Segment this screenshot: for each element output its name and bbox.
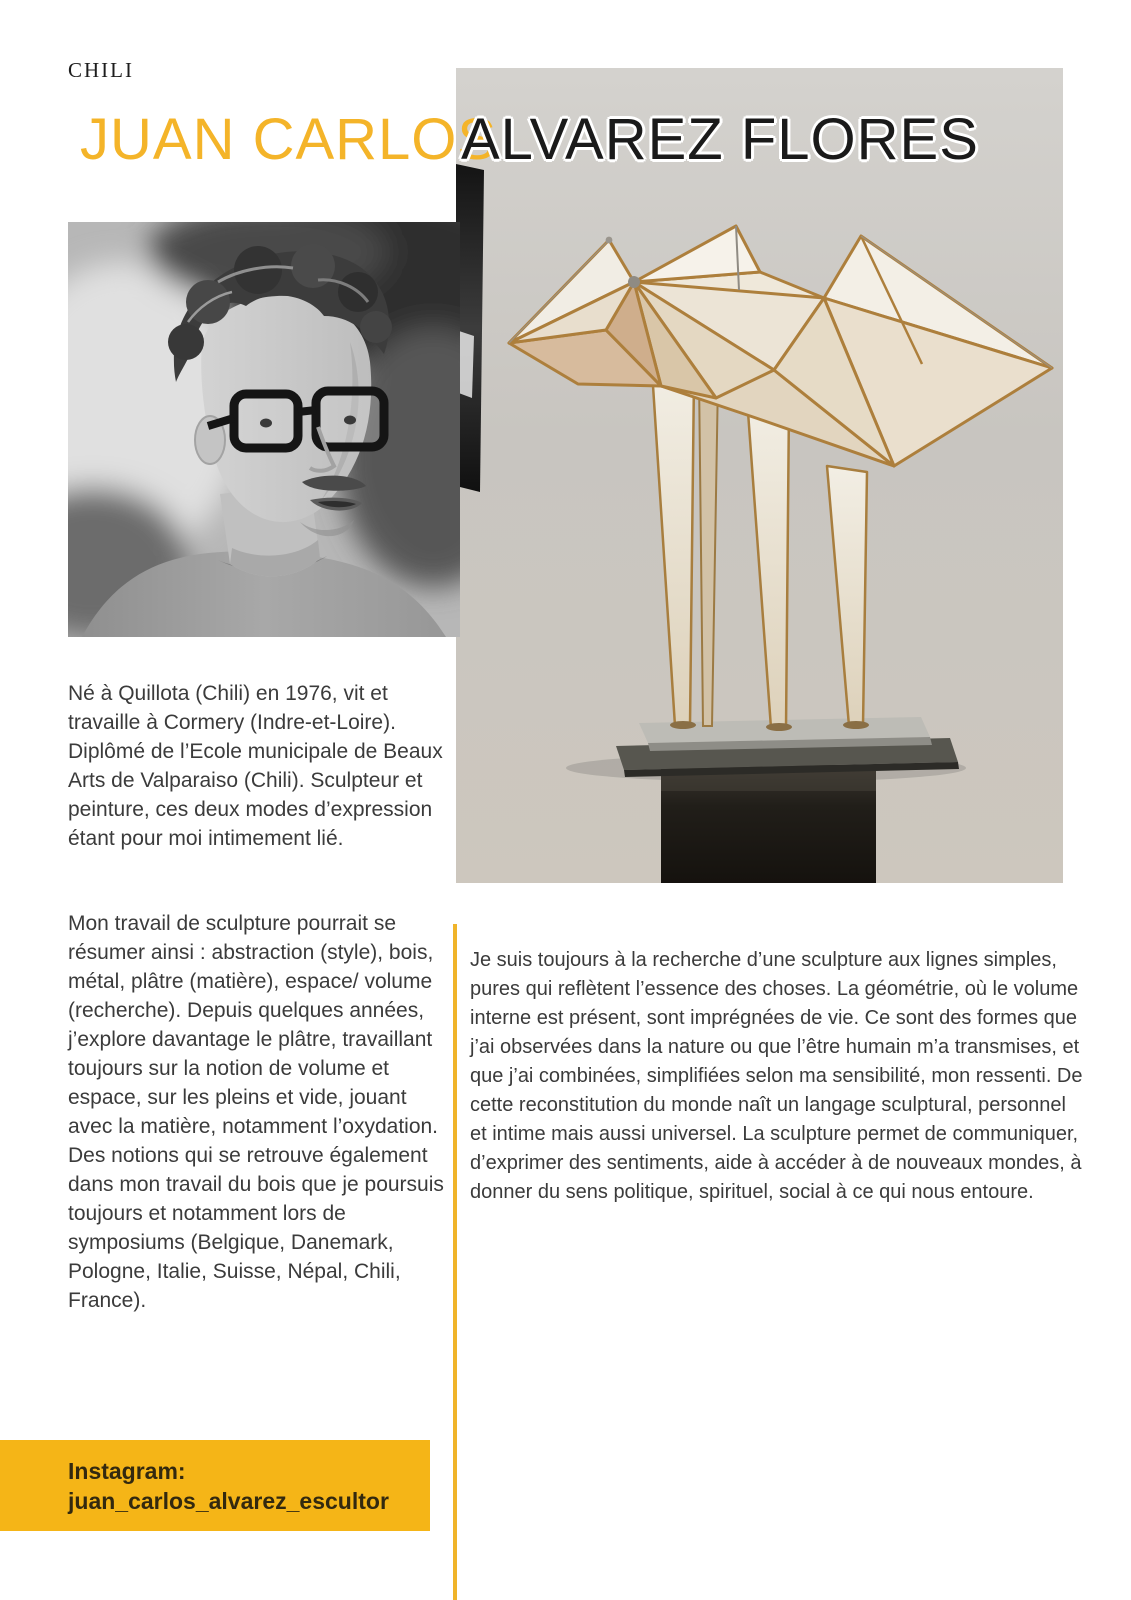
vertical-divider-line [453, 924, 457, 1600]
instagram-box [0, 1440, 430, 1531]
bio-paragraph-1: Né à Quillota (Chili) en 1976, vit et travaille à Cormery (Indre-et-Loire). Diplômé de l’Ecole municipale de Beaux Arts de Valparaiso (Chili). Sculpteur et peinture, ces deux modes d’expression étant pour moi intimement lié. [68, 682, 443, 850]
sculpture-illustration [456, 68, 1063, 883]
artist-portrait-photo [68, 222, 460, 637]
page-title-last-name: ALVAREZ FLORES [461, 107, 979, 172]
page-title-first-name: JUAN CARLOS [80, 107, 498, 172]
artist-statement-paragraph: Je suis toujours à la recherche d’une sculpture aux lignes simples, pures qui reflètent l’essence des choses. La géométrie, où le volume interne est présent, sont imprégnées de vie. Ce sont des formes que j’ai observées dans la nature ou que l’être humain m’a transmises, et que j’ai combinées, simplifiées selon ma sensibilité, mon ressenti. De cette reconstitution du monde naît un langage sculptural, personnel et intime mais aussi universel. La sculpture permet de communiquer, d’exprimer des sentiments, aide à accéder à de nouveaux mondes, à donner du sens politique, spirituel, social à ce qui nous entoure. [470, 949, 1083, 1203]
instagram-label: Instagram: [68, 1457, 186, 1484]
country-label: CHILI [68, 58, 134, 82]
bio-paragraph-2: Mon travail de sculpture pourrait se résumer ainsi : abstraction (style), bois, métal, plâtre (matière), espace/ volume (recherche). Depuis quelques années, j’explore davantage le plâtre, travaillant toujours sur la notion de volume et espace, sur les pleins et vide, jouant avec la matière, notamment l’oxydation. Des notions qui se retrouve également dans mon travail du bois que je poursuis toujours et notamment lors de symposiums (Belgique, Danemark, Pologne, Italie, Suisse, Népal, Chili, France). [68, 912, 444, 1312]
instagram-handle: juan_carlos_alvarez_escultor [68, 1487, 389, 1514]
portrait-illustration [68, 222, 460, 637]
sculpture-photo [456, 68, 1063, 883]
